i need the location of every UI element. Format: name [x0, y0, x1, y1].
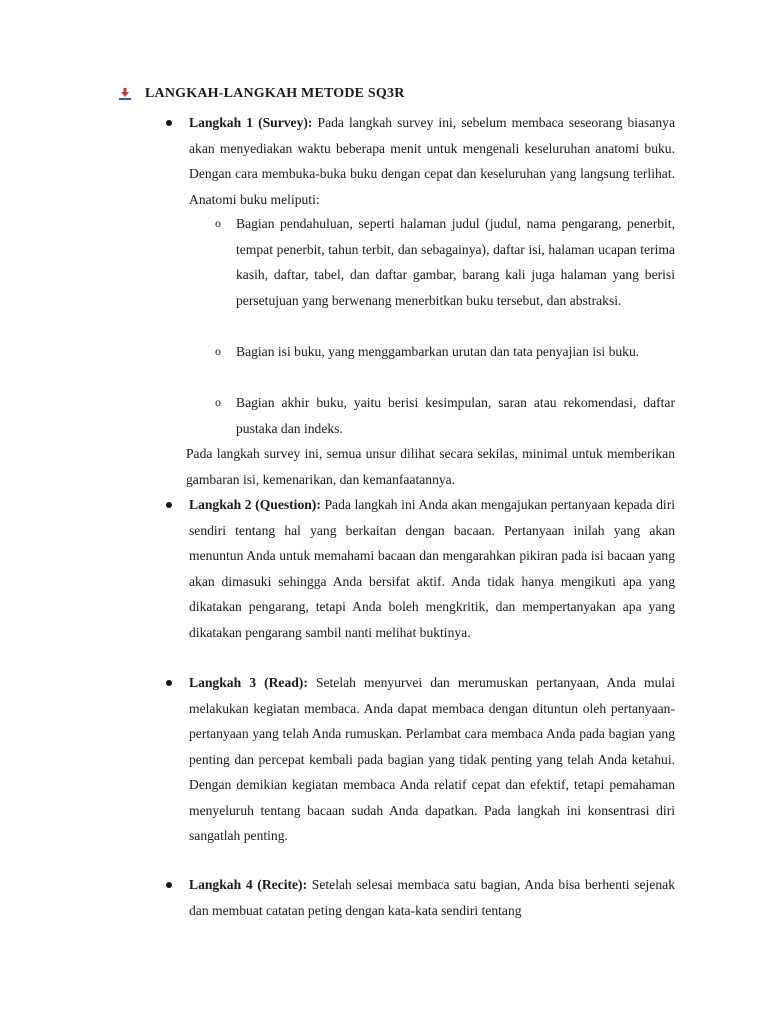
- step-text: Setelah menyurvei dan merumuskan pertanyaan, Anda mulai melakukan kegiatan membaca. Anda dapat membaca dengan dituntun oleh pertanyaan-pertanyaan yang telah Anda rumuskan. Perlambat cara membaca Anda pada bagian yang penting dan percepat kembali pada bagian yang tidak penting yang telah Anda ketahui. Dengan demikian kegiatan membaca Anda relatif cepat dan efektif, tetapi pemahaman menyeluruh tentang bacaan sudah Anda dapatkan. Pada langkah ini konsentrasi diri sangatlah penting.: [189, 675, 675, 843]
- bullet-icon: [166, 882, 172, 888]
- step-title: Langkah 4 (Recite):: [189, 877, 308, 892]
- anatomy-item-back-matter: [215, 390, 675, 441]
- hollow-circle-bullet-icon: o: [215, 216, 221, 230]
- anatomy-item-text: Bagian isi buku, yang menggambarkan urutan dan tata penyajian isi buku.: [236, 344, 640, 359]
- heading-text: LANGKAH-LANGKAH METODE SQ3R: [145, 86, 405, 101]
- step-survey: [189, 110, 675, 212]
- anatomy-item-text: Bagian akhir buku, yaitu berisi kesimpulan, saran atau rekomendasi, daftar pustaka dan indeks.: [236, 395, 675, 436]
- step-recite: [189, 872, 675, 923]
- section-heading: [118, 86, 405, 102]
- anatomy-item-front-matter: [215, 211, 675, 313]
- hollow-circle-bullet-icon: o: [215, 395, 221, 409]
- step-question: [189, 492, 675, 645]
- arrow-down-bullet-icon: [118, 87, 136, 101]
- survey-summary-paragraph: Pada langkah survey ini, semua unsur dilihat secara sekilas, minimal untuk memberikan gambaran isi, kemenarikan, dan kemanfaatannya.: [186, 446, 675, 487]
- anatomy-item-text: Bagian pendahuluan, seperti halaman judul (judul, nama pengarang, penerbit, tempat penerbit, tahun terbit, dan sebagainya), daftar isi, halaman ucapan terima kasih, daftar, tabel, dan daftar gambar, barang kali juga halaman yang berisi persetujuan yang berwenang menerbitkan buku tersebut, dan abstraksi.: [236, 216, 675, 308]
- step-read: [189, 670, 675, 849]
- step-text: Setelah selesai membaca satu bagian, Anda bisa berhenti sejenak dan membuat catatan peting dengan kata-kata sendiri tentang: [189, 877, 675, 918]
- step-title: Langkah 2 (Question):: [189, 497, 321, 512]
- step-text: Pada langkah ini Anda akan mengajukan pertanyaan kepada diri sendiri tentang hal yang berkaitan dengan bacaan. Pertanyaan inilah yang akan menuntun Anda untuk memahami bacaan dan mengarahkan pikiran pada isi bacaan yang akan dimasuki sehingga Anda bersifat aktif. Anda tidak hanya mengikuti apa yang dikatakan pengarang, tetapi Anda boleh mengkritik, dan mempertanyakan apa yang dikatakan pengarang sambil nanti melihat buktinya.: [189, 497, 675, 640]
- step-text: Pada langkah survey ini, sebelum membaca seseorang biasanya akan menyediakan waktu beberapa menit untuk mengenali keseluruhan anatomi buku. Dengan cara membuka-buka buku dengan cepat dan keseluruhan yang langsung terlihat. Anatomi buku meliputi:: [189, 115, 676, 207]
- hollow-circle-bullet-icon: o: [215, 344, 221, 358]
- step-title: Langkah 3 (Read):: [189, 675, 308, 690]
- bullet-icon: [166, 120, 172, 126]
- bullet-icon: [166, 502, 172, 508]
- bullet-icon: [166, 680, 172, 686]
- anatomy-item-body: [215, 339, 675, 365]
- step-title: Langkah 1 (Survey):: [189, 115, 313, 130]
